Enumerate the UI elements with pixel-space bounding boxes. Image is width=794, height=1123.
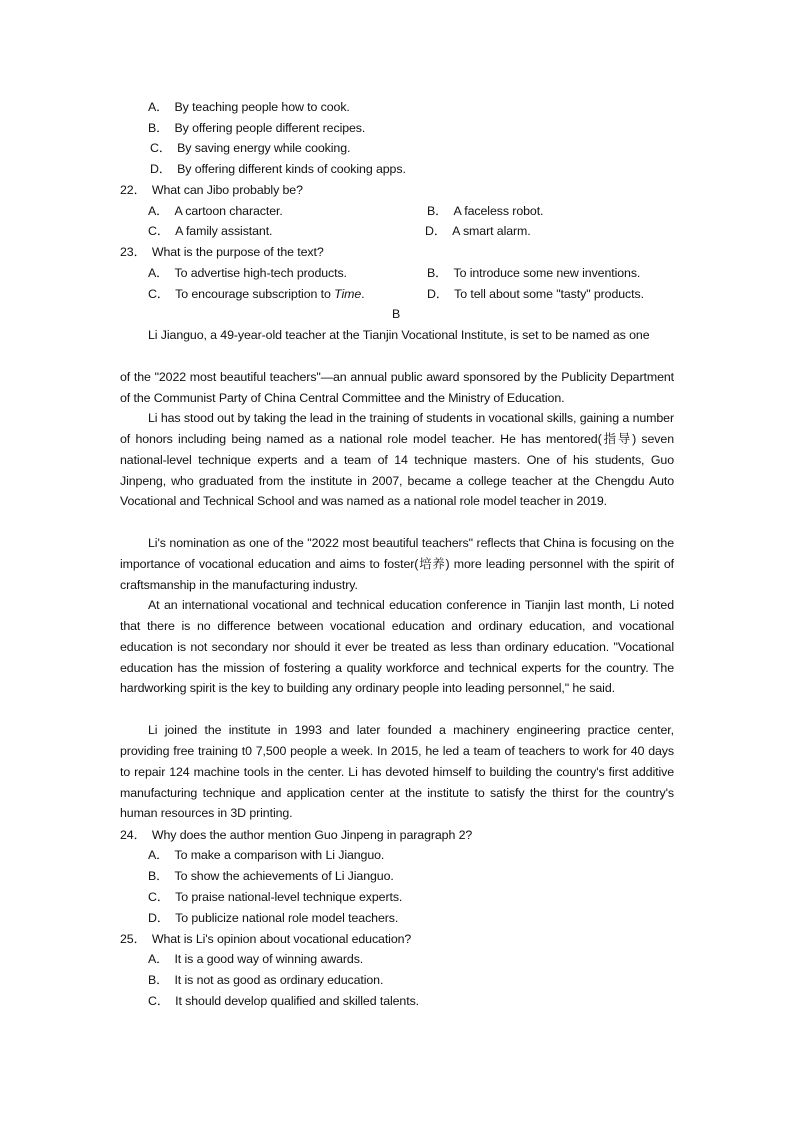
option-label: D． bbox=[148, 911, 170, 925]
option-suffix: . bbox=[361, 287, 365, 301]
q22-question bbox=[120, 180, 303, 201]
option-text: It should develop qualified and skilled talents. bbox=[175, 994, 420, 1008]
passage-paragraph-3: Li's nomination as one of the "2022 most beautiful teachers" reflects that China is focusing on the importance of vocational education and aims to foster(培养) more leading personnel with the spirit of craftsmanship in the manufacturing industry. bbox=[120, 536, 674, 592]
option-text: To publicize national role model teachers. bbox=[175, 911, 399, 925]
option-text: It is not as good as ordinary education. bbox=[174, 973, 384, 987]
q23-option-b bbox=[427, 263, 640, 284]
passage-paragraph-1-cont: of the "2022 most beautiful teachers"—an annual public award sponsored by the Publicity Department of the Communist Party of China Central Committee and the Ministry of Education. bbox=[120, 370, 674, 405]
option-text: To show the achievements of Li Jianguo. bbox=[174, 869, 394, 883]
option-text: A family assistant. bbox=[175, 224, 273, 238]
question-text: What can Jibo probably be? bbox=[151, 183, 303, 197]
option-label: D． bbox=[150, 162, 172, 176]
option-text: To introduce some new inventions. bbox=[453, 266, 641, 280]
option-text: A cartoon character. bbox=[174, 204, 283, 218]
option-label: B． bbox=[427, 204, 448, 218]
option-text: By saving energy while cooking. bbox=[177, 141, 351, 155]
q25-option-a bbox=[148, 949, 363, 970]
section-heading: B bbox=[392, 307, 401, 321]
magazine-title: Time bbox=[334, 287, 362, 301]
q21-option-b bbox=[148, 118, 365, 139]
q23-option-c bbox=[148, 284, 364, 305]
question-text: What is the purpose of the text? bbox=[151, 245, 324, 259]
option-label: C． bbox=[148, 890, 170, 904]
option-label: C． bbox=[150, 141, 172, 155]
option-label: B． bbox=[148, 121, 169, 135]
question-text: What is Li's opinion about vocational education? bbox=[151, 932, 412, 946]
q23-option-d bbox=[427, 284, 644, 305]
option-label: C． bbox=[148, 994, 170, 1008]
q22-option-c bbox=[148, 221, 272, 242]
q21-option-c bbox=[150, 138, 350, 159]
option-text: By teaching people how to cook. bbox=[174, 100, 350, 114]
q23-option-a bbox=[148, 263, 347, 284]
q22-option-a bbox=[148, 201, 283, 222]
option-text: It is a good way of winning awards. bbox=[174, 952, 364, 966]
option-label: A． bbox=[148, 100, 169, 114]
option-label: B． bbox=[427, 266, 448, 280]
option-text: A faceless robot. bbox=[453, 204, 544, 218]
question-number: 23． bbox=[120, 245, 146, 259]
option-label: D． bbox=[427, 287, 449, 301]
q24-option-d bbox=[148, 908, 398, 929]
option-text: By offering different kinds of cooking apps. bbox=[177, 162, 406, 176]
q25-option-c bbox=[148, 991, 419, 1012]
option-label: B． bbox=[148, 869, 169, 883]
question-text: Why does the author mention Guo Jinpeng in paragraph 2? bbox=[151, 828, 473, 842]
q21-option-a bbox=[148, 97, 350, 118]
option-label: D． bbox=[425, 224, 447, 238]
q21-option-d bbox=[150, 159, 406, 180]
option-label: A． bbox=[148, 952, 169, 966]
passage-paragraph-4: At an international vocational and technical education conference in Tianjin last month, Li noted that there is no difference between vocational education and ordinary education, and vocational education is not secondary nor should it ever be treated as less than ordinary education. "Vocational education has the mission of fostering a quality workforce and technical experts for the country. The hardworking spirit is the key to building any ordinary people into leading personnel," he said. bbox=[120, 598, 674, 696]
option-label: C． bbox=[148, 287, 170, 301]
option-text: To tell about some "tasty" products. bbox=[454, 287, 644, 301]
option-label: A． bbox=[148, 204, 169, 218]
option-label: A． bbox=[148, 848, 169, 862]
q24-option-b bbox=[148, 866, 394, 887]
passage-paragraph-1: Li Jianguo, a 49-year-old teacher at the Tianjin Vocational Institute, is set to be named as one bbox=[148, 328, 650, 342]
question-number: 25． bbox=[120, 932, 146, 946]
option-text: To make a comparison with Li Jianguo. bbox=[174, 848, 385, 862]
q25-question bbox=[120, 929, 411, 950]
option-text: To encourage subscription to bbox=[175, 287, 335, 301]
question-number: 22． bbox=[120, 183, 146, 197]
option-label: B． bbox=[148, 973, 169, 987]
q24-question bbox=[120, 825, 472, 846]
q24-option-c bbox=[148, 887, 402, 908]
option-text: A smart alarm. bbox=[452, 224, 531, 238]
question-number: 24． bbox=[120, 828, 146, 842]
passage-paragraph-5: Li joined the institute in 1993 and later founded a machinery engineering practice center, providing free training t0 7,500 people a week. In 2015, he led a team of teachers to work for 40 days to repair 124 machine tools in the center. Li has devoted himself to building the country's first additive manufacturing technique and application center at the institute to satisfy the thirst for the country's human resources in 3D printing. bbox=[120, 723, 674, 821]
q23-question bbox=[120, 242, 324, 263]
option-text: To advertise high-tech products. bbox=[174, 266, 347, 280]
q22-option-b bbox=[427, 201, 543, 222]
q22-option-d bbox=[425, 221, 531, 242]
option-label: C． bbox=[148, 224, 170, 238]
q25-option-b bbox=[148, 970, 383, 991]
q24-option-a bbox=[148, 845, 384, 866]
option-text: By offering people different recipes. bbox=[174, 121, 366, 135]
option-label: A． bbox=[148, 266, 169, 280]
option-text: To praise national-level technique experts. bbox=[175, 890, 403, 904]
passage-paragraph-2: Li has stood out by taking the lead in the training of students in vocational skills, gaining a number of honors including being named as a national role model teacher. He has mentored(指导) seven national-level technique experts and a team of 14 technique masters. One of his students, Guo Jinpeng, who graduated from the institute in 2007, became a college teacher at the Chengdu Auto Vocational and Technical School and was named as a national role model teacher in 2019. bbox=[120, 411, 674, 509]
